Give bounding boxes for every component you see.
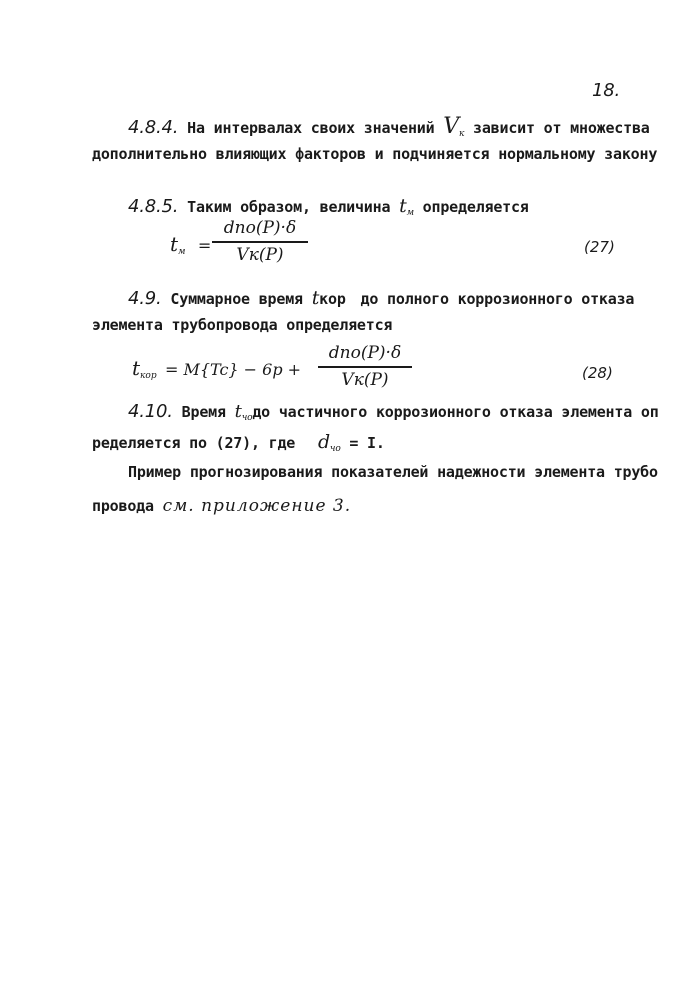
section-text: провода: [92, 497, 154, 515]
denominator: Vк(P): [236, 244, 284, 265]
section-number: 4.8.5.: [128, 196, 179, 217]
equation-28-fraction: [318, 343, 412, 390]
equation-27-fraction: [212, 218, 308, 265]
equation-28-number: (28): [582, 364, 613, 382]
section-text: до полного коррозионного отказа: [360, 290, 635, 308]
section-text: зависит от множества: [473, 119, 650, 137]
section-number: 4.8.4.: [128, 117, 179, 138]
numerator: dпо(P)·δ: [328, 343, 402, 363]
section-text: Время: [181, 403, 226, 421]
equation-27-number: (27): [584, 238, 615, 256]
page-number: 18.: [592, 80, 621, 101]
denominator: Vк(P): [341, 369, 389, 390]
section-4-8-5-line-1: [128, 195, 529, 218]
section-text: = I.: [349, 434, 385, 452]
symbol-tcho: $t_{чо}$: [234, 401, 253, 423]
section-4-9-line-1: [128, 287, 634, 309]
section-4-8-4-line-1: [128, 114, 650, 139]
equation-28-lhs: $t_{кор} = M\{Tc\} - 6р$ +: [132, 356, 302, 381]
section-text: Суммарное время: [170, 290, 303, 308]
symbol-vk: $V_к$: [443, 114, 465, 139]
fraction-bar: [212, 241, 308, 243]
section-4-10-line-2: [92, 431, 385, 454]
section-4-9-line-2: элемента трубопровода определяется: [92, 316, 393, 334]
section-text: На интервалах своих значений: [187, 119, 435, 137]
section-text: до частичного коррозионного отказа элемента оп: [252, 403, 659, 421]
section-4-8-4-line-2: дополнительно влияющих факторов и подчиняется нормальному закону: [92, 145, 658, 163]
equation-27-lhs: $t_м$ =: [170, 232, 212, 257]
symbol-t: t: [311, 287, 320, 309]
section-text: ределяется по (27), где: [92, 434, 296, 452]
handwritten-reference: см. приложение 3.: [162, 496, 352, 516]
section-number: 4.9.: [128, 288, 162, 309]
symbol-tm: $t_м$: [399, 195, 414, 218]
example-line-2: [92, 496, 351, 516]
section-text: кор: [319, 290, 346, 308]
section-text: определяется: [422, 198, 529, 216]
example-line-1: Пример прогнозирования показателей надежности элемента трубо: [128, 463, 658, 481]
section-number: 4.10.: [128, 401, 173, 422]
numerator: dпо(P)·δ: [223, 218, 297, 238]
fraction-bar: [318, 366, 412, 368]
section-4-10-line-1: [128, 401, 659, 423]
section-text: Таким образом, величина: [187, 198, 391, 216]
symbol-dcho: $d_{чо}$: [317, 431, 341, 454]
